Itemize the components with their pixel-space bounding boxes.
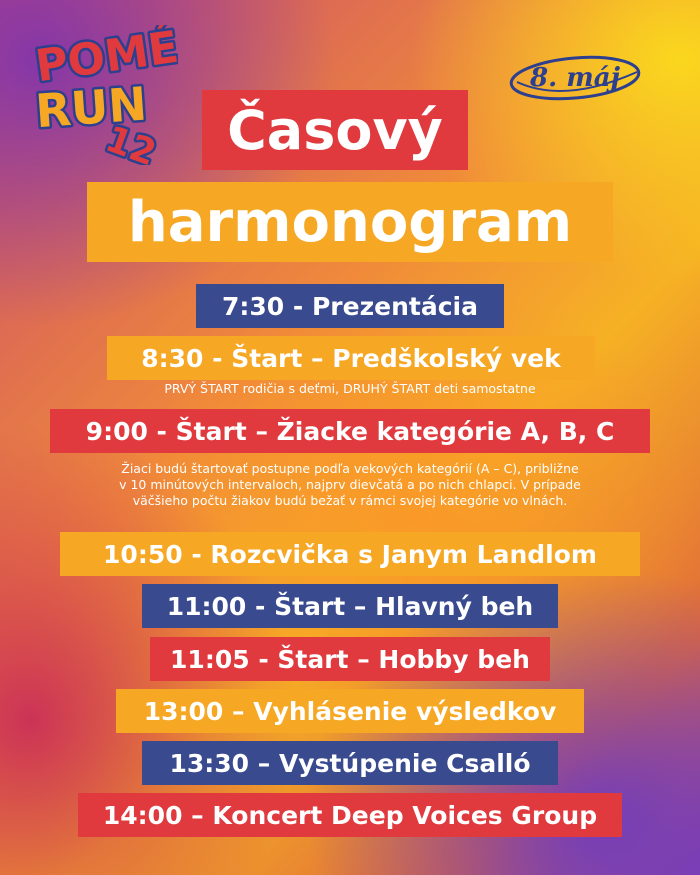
title-line2: harmonogram: [87, 182, 613, 262]
schedule-item-preschool: 8:30 - Štart – Predškolský vek: [107, 336, 595, 380]
schedule-item-csallo: 13:30 – Vystúpenie Csalló: [142, 741, 558, 785]
date-badge: [505, 52, 645, 104]
schedule-item-presentation: 7:30 - Prezentácia: [196, 284, 504, 328]
note-pupils: [60, 461, 640, 509]
pome-run-logo: [28, 25, 178, 165]
schedule-item-pupils: 9:00 - Štart – Žiacke kategórie A, B, C: [50, 409, 650, 453]
logo-line2: RUN: [33, 76, 149, 139]
logo-graphic: [28, 25, 178, 165]
schedule-item-main-run: 11:00 - Štart – Hlavný beh: [142, 584, 558, 628]
note-pupils-line1: Žiaci budú štartovať postupne podľa vekových kategórií (A – C), približne: [121, 461, 579, 476]
logo-number: 12: [100, 118, 162, 165]
schedule-item-concert: 14:00 – Koncert Deep Voices Group: [78, 793, 622, 837]
date-label: 8. máj: [530, 63, 620, 93]
note-pupils-line3: väčšieho počtu žiakov budú bežať v rámci svojej kategórie vo vlnách.: [132, 493, 568, 508]
note-pupils-line2: v 10 minútových intervaloch, najprv dievčatá a po nich chlapci. V prípade: [119, 477, 581, 492]
schedule-item-results: 13:00 – Vyhlásenie výsledkov: [116, 689, 584, 733]
note-preschool: PRVÝ ŠTART rodičia s deťmi, DRUHÝ ŠTART deti samostatne: [164, 381, 536, 396]
schedule-item-hobby-run: 11:05 - Štart – Hobby beh: [150, 637, 550, 681]
title-line1: Časový: [202, 90, 468, 170]
logo-line1: POMÉ: [32, 25, 178, 93]
schedule-item-warmup: 10:50 - Rozcvička s Janym Landlom: [60, 532, 640, 576]
